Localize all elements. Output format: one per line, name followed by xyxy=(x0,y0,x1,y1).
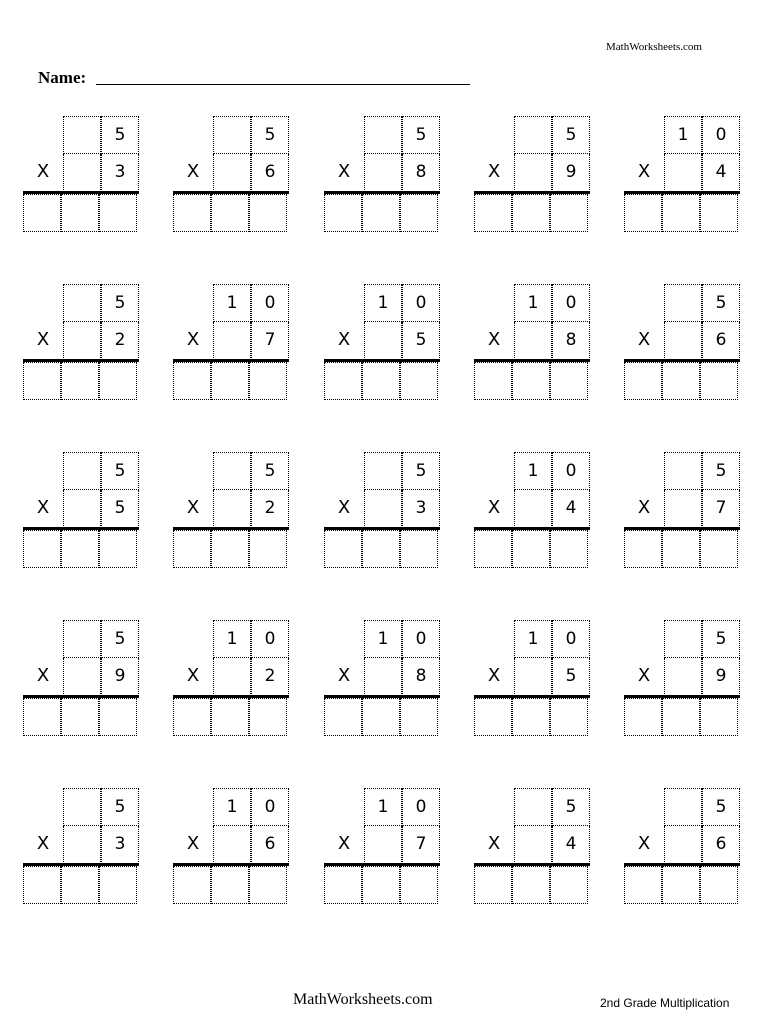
top-digit-cell xyxy=(63,452,101,490)
top-digit-cell xyxy=(514,116,552,154)
problem xyxy=(173,116,293,238)
top-digit-cell: 5 xyxy=(702,788,740,826)
answer-cell[interactable] xyxy=(61,698,99,736)
top-digit-cell: 5 xyxy=(101,620,139,658)
bottom-empty-cell xyxy=(364,490,402,528)
answer-cell[interactable] xyxy=(211,194,249,232)
problem xyxy=(173,620,293,742)
site-header-text: MathWorksheets.com xyxy=(606,41,702,53)
answer-cell[interactable] xyxy=(624,362,662,400)
answer-cell[interactable] xyxy=(400,194,438,232)
bottom-digit-cell: 5 xyxy=(552,658,590,696)
answer-cell[interactable] xyxy=(362,362,400,400)
top-digit-cell: 0 xyxy=(402,788,440,826)
top-digit-cell xyxy=(364,452,402,490)
answer-cell[interactable] xyxy=(662,698,700,736)
answer-cell[interactable] xyxy=(249,530,287,568)
top-digit-cell: 5 xyxy=(402,452,440,490)
answer-cell[interactable] xyxy=(624,194,662,232)
answer-cell[interactable] xyxy=(362,194,400,232)
answer-cell[interactable] xyxy=(99,194,137,232)
answer-cell[interactable] xyxy=(550,698,588,736)
answer-cell[interactable] xyxy=(474,362,512,400)
top-digit-cell: 5 xyxy=(402,116,440,154)
top-digit-cell xyxy=(514,788,552,826)
answer-cell[interactable] xyxy=(324,698,362,736)
problem xyxy=(23,452,143,574)
problem xyxy=(324,284,444,406)
bottom-digit-cell: 4 xyxy=(552,490,590,528)
multiply-sign: X xyxy=(36,329,50,350)
answer-cell[interactable] xyxy=(99,866,137,904)
bottom-digit-cell: 3 xyxy=(101,826,139,864)
problem xyxy=(474,620,594,742)
multiply-sign: X xyxy=(637,161,651,182)
bottom-empty-cell xyxy=(514,322,552,360)
answer-cell[interactable] xyxy=(249,194,287,232)
bottom-digit-cell: 4 xyxy=(702,154,740,192)
top-digit-cell xyxy=(63,788,101,826)
multiply-sign: X xyxy=(337,665,351,686)
answer-cell[interactable] xyxy=(474,866,512,904)
top-digit-cell: 5 xyxy=(552,788,590,826)
bottom-empty-cell xyxy=(514,826,552,864)
problem xyxy=(624,116,744,238)
multiply-sign: X xyxy=(637,329,651,350)
answer-cell[interactable] xyxy=(624,530,662,568)
bottom-digit-cell: 7 xyxy=(402,826,440,864)
answer-cell[interactable] xyxy=(362,530,400,568)
answer-cell[interactable] xyxy=(173,362,211,400)
top-digit-cell: 5 xyxy=(101,116,139,154)
answer-cell[interactable] xyxy=(550,866,588,904)
bottom-empty-cell xyxy=(63,322,101,360)
top-digit-cell xyxy=(664,620,702,658)
multiply-sign: X xyxy=(337,833,351,854)
problem xyxy=(624,452,744,574)
answer-cell[interactable] xyxy=(624,866,662,904)
bottom-empty-cell xyxy=(664,322,702,360)
problem xyxy=(324,116,444,238)
answer-cell[interactable] xyxy=(211,362,249,400)
top-digit-cell: 0 xyxy=(251,284,289,322)
bottom-empty-cell xyxy=(213,490,251,528)
bottom-empty-cell xyxy=(514,154,552,192)
top-digit-cell: 1 xyxy=(364,284,402,322)
answer-cell[interactable] xyxy=(324,530,362,568)
multiply-sign: X xyxy=(186,665,200,686)
problem xyxy=(474,284,594,406)
bottom-digit-cell: 7 xyxy=(702,490,740,528)
multiply-sign: X xyxy=(487,833,501,854)
multiply-sign: X xyxy=(36,665,50,686)
answer-cell[interactable] xyxy=(474,194,512,232)
answer-cell[interactable] xyxy=(400,362,438,400)
top-digit-cell: 1 xyxy=(213,284,251,322)
answer-cell[interactable] xyxy=(550,362,588,400)
answer-cell[interactable] xyxy=(23,698,61,736)
answer-cell[interactable] xyxy=(211,866,249,904)
bottom-empty-cell xyxy=(63,154,101,192)
bottom-digit-cell: 6 xyxy=(702,826,740,864)
footer-title: 2nd Grade Multiplication xyxy=(600,996,730,1010)
top-digit-cell: 1 xyxy=(514,452,552,490)
bottom-empty-cell xyxy=(213,826,251,864)
answer-cell[interactable] xyxy=(61,530,99,568)
bottom-digit-cell: 6 xyxy=(251,154,289,192)
bottom-digit-cell: 4 xyxy=(552,826,590,864)
bottom-digit-cell: 9 xyxy=(552,154,590,192)
top-digit-cell: 5 xyxy=(101,788,139,826)
problem xyxy=(474,452,594,574)
answer-cell[interactable] xyxy=(550,530,588,568)
answer-cell[interactable] xyxy=(512,362,550,400)
multiply-sign: X xyxy=(637,665,651,686)
problem xyxy=(173,452,293,574)
answer-cell[interactable] xyxy=(173,530,211,568)
bottom-empty-cell xyxy=(364,322,402,360)
problem xyxy=(624,788,744,910)
bottom-digit-cell: 6 xyxy=(702,322,740,360)
top-digit-cell: 1 xyxy=(364,788,402,826)
answer-cell[interactable] xyxy=(324,194,362,232)
answer-cell[interactable] xyxy=(99,530,137,568)
bottom-digit-cell: 9 xyxy=(101,658,139,696)
problem xyxy=(173,788,293,910)
answer-cell[interactable] xyxy=(662,194,700,232)
multiply-sign: X xyxy=(487,665,501,686)
answer-cell[interactable] xyxy=(400,530,438,568)
top-digit-cell: 1 xyxy=(364,620,402,658)
top-digit-cell: 0 xyxy=(402,620,440,658)
top-digit-cell: 5 xyxy=(251,452,289,490)
bottom-empty-cell xyxy=(63,658,101,696)
answer-cell[interactable] xyxy=(512,866,550,904)
problem xyxy=(23,116,143,238)
bottom-digit-cell: 7 xyxy=(251,322,289,360)
bottom-digit-cell: 3 xyxy=(402,490,440,528)
answer-cell[interactable] xyxy=(211,530,249,568)
answer-cell[interactable] xyxy=(324,866,362,904)
answer-cell[interactable] xyxy=(173,194,211,232)
answer-cell[interactable] xyxy=(700,194,738,232)
answer-cell[interactable] xyxy=(624,698,662,736)
bottom-empty-cell xyxy=(664,658,702,696)
top-digit-cell xyxy=(63,620,101,658)
bottom-digit-cell: 5 xyxy=(402,322,440,360)
bottom-digit-cell: 5 xyxy=(101,490,139,528)
footer-site-text: MathWorksheets.com xyxy=(293,991,433,1008)
bottom-empty-cell xyxy=(364,658,402,696)
multiply-sign: X xyxy=(186,161,200,182)
bottom-digit-cell: 8 xyxy=(402,658,440,696)
answer-cell[interactable] xyxy=(662,530,700,568)
bottom-digit-cell: 2 xyxy=(251,658,289,696)
top-digit-cell: 1 xyxy=(213,788,251,826)
bottom-empty-cell xyxy=(63,826,101,864)
bottom-empty-cell xyxy=(364,826,402,864)
bottom-digit-cell: 3 xyxy=(101,154,139,192)
answer-cell[interactable] xyxy=(662,866,700,904)
multiply-sign: X xyxy=(36,161,50,182)
answer-cell[interactable] xyxy=(400,698,438,736)
multiply-sign: X xyxy=(487,161,501,182)
multiply-sign: X xyxy=(186,833,200,854)
bottom-empty-cell xyxy=(213,658,251,696)
bottom-empty-cell xyxy=(514,658,552,696)
problem xyxy=(324,452,444,574)
top-digit-cell xyxy=(213,116,251,154)
answer-cell[interactable] xyxy=(700,866,738,904)
multiply-sign: X xyxy=(637,833,651,854)
top-digit-cell: 5 xyxy=(251,116,289,154)
top-digit-cell: 5 xyxy=(702,284,740,322)
top-digit-cell xyxy=(664,788,702,826)
answer-cell[interactable] xyxy=(512,698,550,736)
problem xyxy=(23,620,143,742)
problem xyxy=(173,284,293,406)
answer-cell[interactable] xyxy=(362,698,400,736)
answer-cell[interactable] xyxy=(211,698,249,736)
top-digit-cell: 5 xyxy=(101,284,139,322)
answer-cell[interactable] xyxy=(61,194,99,232)
top-digit-cell: 0 xyxy=(251,620,289,658)
bottom-digit-cell: 8 xyxy=(402,154,440,192)
bottom-empty-cell xyxy=(664,154,702,192)
top-digit-cell: 5 xyxy=(702,452,740,490)
top-digit-cell: 1 xyxy=(213,620,251,658)
answer-cell[interactable] xyxy=(23,866,61,904)
answer-cell[interactable] xyxy=(700,698,738,736)
multiply-sign: X xyxy=(637,497,651,518)
answer-cell[interactable] xyxy=(249,362,287,400)
multiply-sign: X xyxy=(36,833,50,854)
bottom-digit-cell: 9 xyxy=(702,658,740,696)
multiply-sign: X xyxy=(186,497,200,518)
answer-cell[interactable] xyxy=(362,866,400,904)
answer-cell[interactable] xyxy=(550,194,588,232)
multiply-sign: X xyxy=(337,161,351,182)
name-label: Name: xyxy=(38,68,87,87)
answer-cell[interactable] xyxy=(249,698,287,736)
answer-cell[interactable] xyxy=(23,194,61,232)
top-digit-cell: 1 xyxy=(514,620,552,658)
problem xyxy=(624,284,744,406)
multiply-sign: X xyxy=(36,497,50,518)
multiply-sign: X xyxy=(186,329,200,350)
bottom-digit-cell: 2 xyxy=(251,490,289,528)
top-digit-cell: 0 xyxy=(552,620,590,658)
answer-cell[interactable] xyxy=(61,866,99,904)
answer-cell[interactable] xyxy=(474,530,512,568)
problem xyxy=(474,788,594,910)
multiply-sign: X xyxy=(487,329,501,350)
top-digit-cell: 0 xyxy=(552,284,590,322)
answer-cell[interactable] xyxy=(700,530,738,568)
answer-cell[interactable] xyxy=(512,194,550,232)
bottom-empty-cell xyxy=(664,826,702,864)
multiply-sign: X xyxy=(487,497,501,518)
top-digit-cell xyxy=(664,284,702,322)
problem xyxy=(324,788,444,910)
top-digit-cell xyxy=(63,284,101,322)
bottom-digit-cell: 2 xyxy=(101,322,139,360)
bottom-digit-cell: 8 xyxy=(552,322,590,360)
top-digit-cell: 1 xyxy=(664,116,702,154)
top-digit-cell xyxy=(364,116,402,154)
bottom-digit-cell: 6 xyxy=(251,826,289,864)
answer-cell[interactable] xyxy=(173,866,211,904)
answer-cell[interactable] xyxy=(700,362,738,400)
top-digit-cell xyxy=(63,116,101,154)
top-digit-cell: 5 xyxy=(552,116,590,154)
bottom-empty-cell xyxy=(514,490,552,528)
top-digit-cell: 0 xyxy=(552,452,590,490)
answer-cell[interactable] xyxy=(512,530,550,568)
multiply-sign: X xyxy=(337,329,351,350)
top-digit-cell: 1 xyxy=(514,284,552,322)
answer-cell[interactable] xyxy=(662,362,700,400)
top-digit-cell: 0 xyxy=(251,788,289,826)
answer-cell[interactable] xyxy=(99,698,137,736)
bottom-empty-cell xyxy=(664,490,702,528)
problem xyxy=(474,116,594,238)
answer-cell[interactable] xyxy=(173,698,211,736)
bottom-empty-cell xyxy=(63,490,101,528)
top-digit-cell: 5 xyxy=(702,620,740,658)
answer-cell[interactable] xyxy=(99,362,137,400)
top-digit-cell xyxy=(213,452,251,490)
answer-cell[interactable] xyxy=(474,698,512,736)
answer-cell[interactable] xyxy=(23,362,61,400)
top-digit-cell: 0 xyxy=(702,116,740,154)
multiply-sign: X xyxy=(337,497,351,518)
top-digit-cell: 5 xyxy=(101,452,139,490)
problem xyxy=(23,788,143,910)
bottom-empty-cell xyxy=(364,154,402,192)
answer-cell[interactable] xyxy=(324,362,362,400)
problem xyxy=(624,620,744,742)
problem xyxy=(23,284,143,406)
answer-cell[interactable] xyxy=(61,362,99,400)
answer-cell[interactable] xyxy=(249,866,287,904)
bottom-empty-cell xyxy=(213,322,251,360)
top-digit-cell xyxy=(664,452,702,490)
top-digit-cell: 0 xyxy=(402,284,440,322)
problem xyxy=(324,620,444,742)
answer-cell[interactable] xyxy=(400,866,438,904)
bottom-empty-cell xyxy=(213,154,251,192)
answer-cell[interactable] xyxy=(23,530,61,568)
